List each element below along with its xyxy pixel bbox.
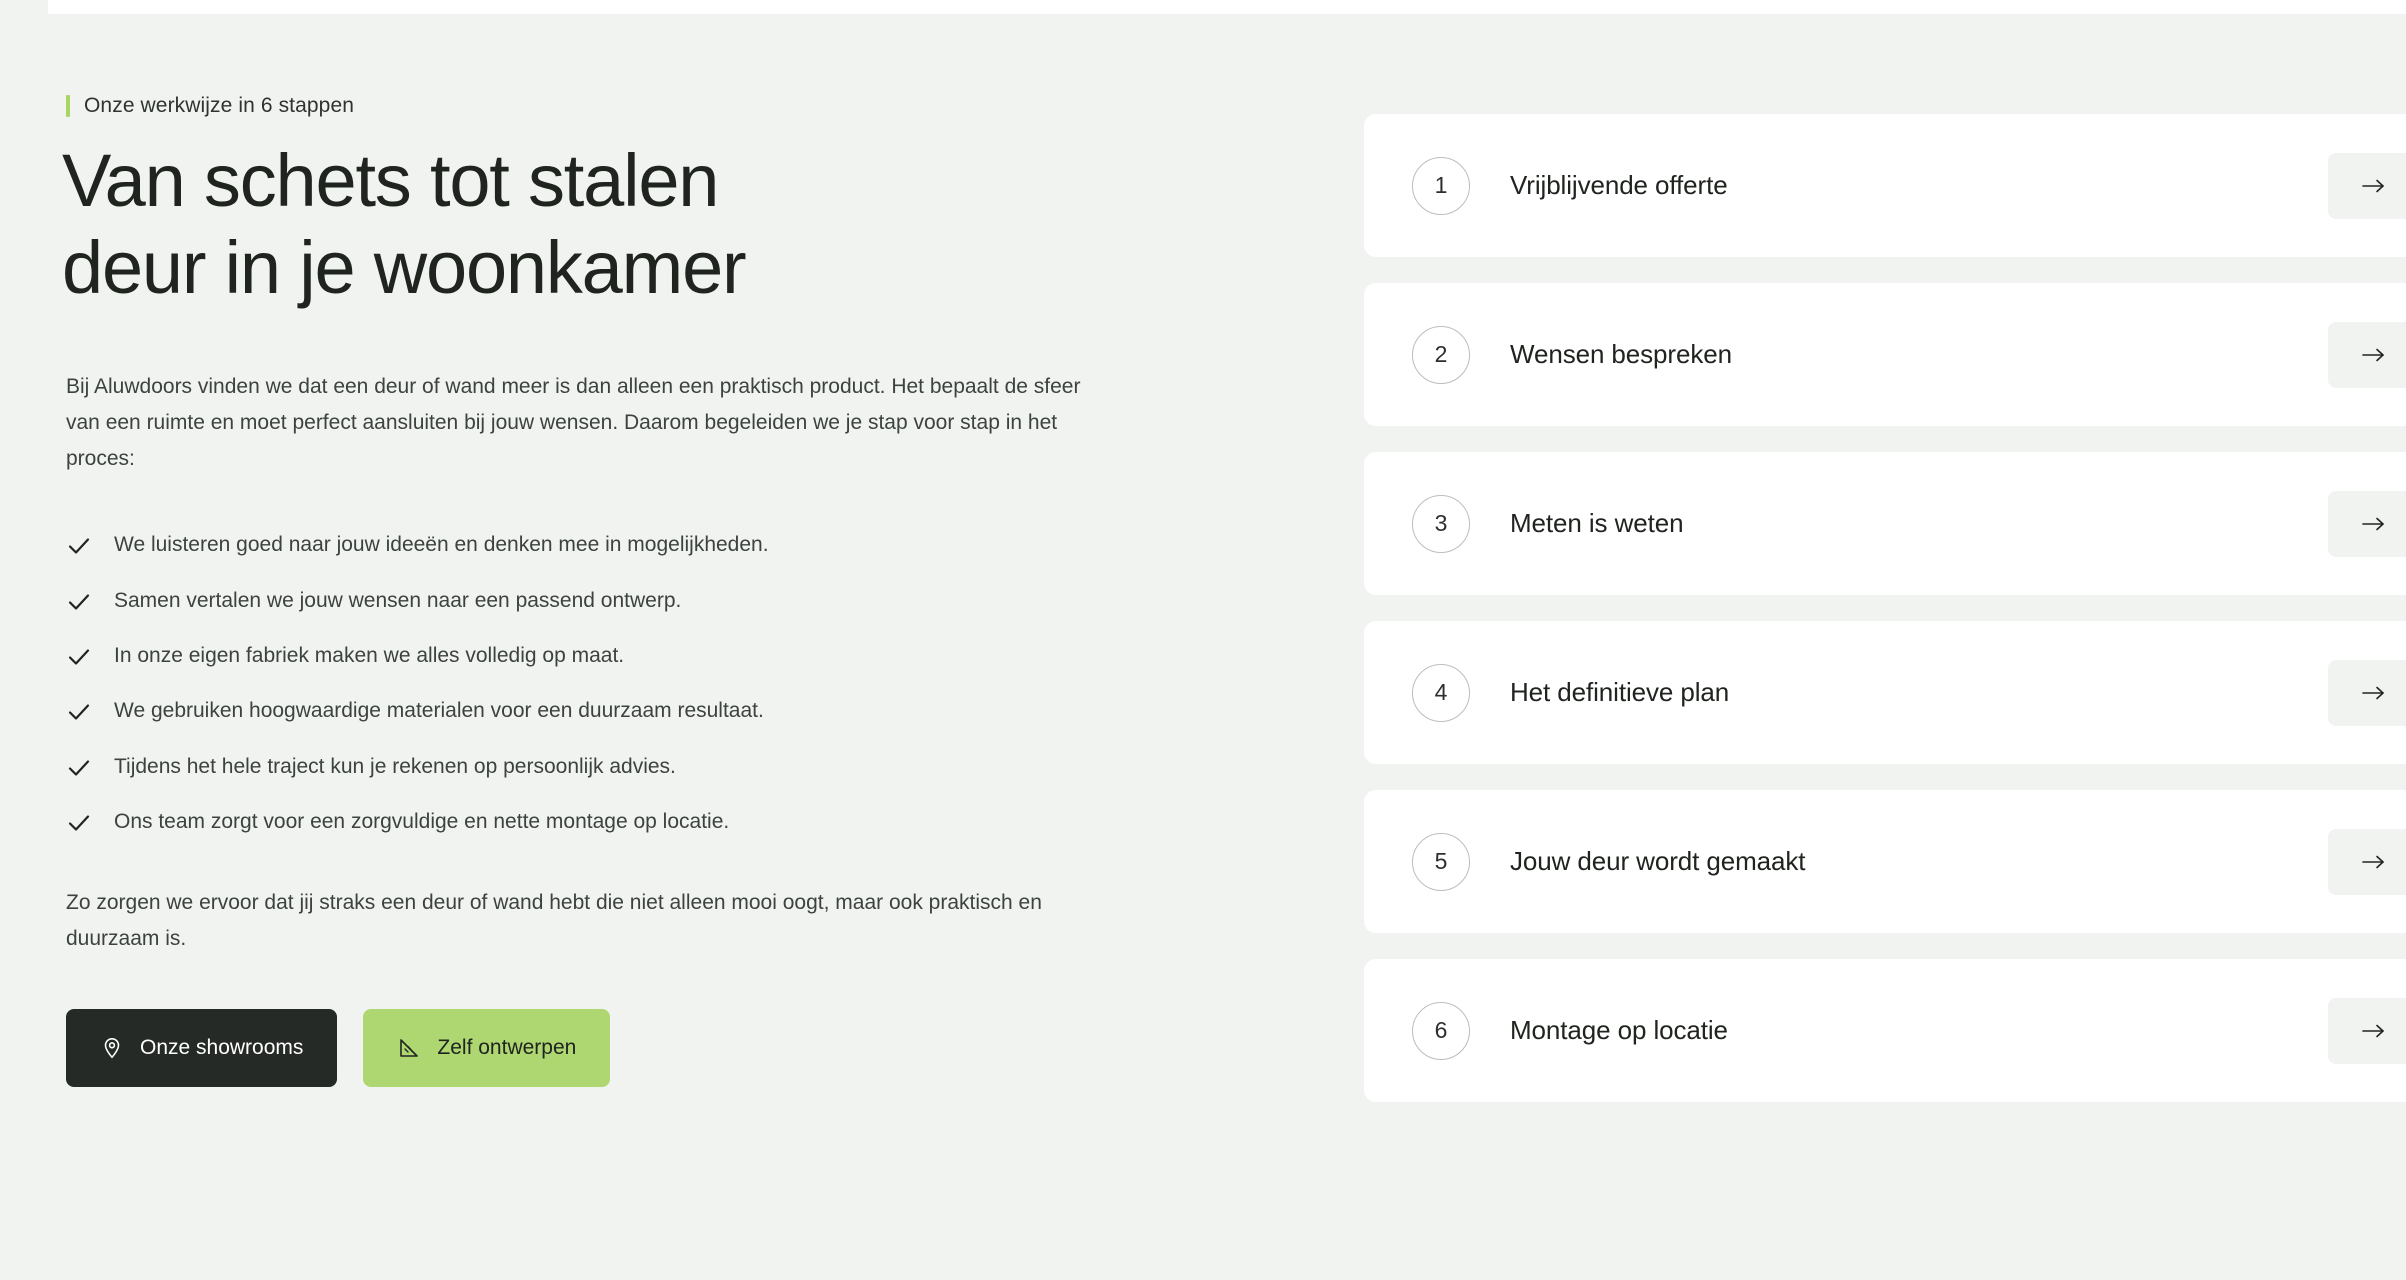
page-title-line-2: deur in je woonkamer [62,225,746,309]
location-pin-icon [100,1036,124,1060]
step-label: Het definitieve plan [1510,677,1730,707]
list-item [66,697,1304,724]
step-number: 5 [1412,833,1470,891]
arrow-right-icon [2359,853,2389,871]
showrooms-button[interactable] [66,1009,337,1087]
arrow-right-icon [2359,177,2389,195]
list-item-label: Ons team zorgt voor een zorgvuldige en nette montage op locatie. [114,809,730,833]
list-item [66,531,1304,558]
list-item-label: We gebruiken hoogwaardige materialen voor een duurzaam resultaat. [114,699,764,723]
design-ruler-icon [397,1036,421,1060]
step-label: Meten is weten [1510,508,1684,538]
page-title [62,138,1304,311]
step-label: Montage op locatie [1510,1015,1728,1045]
step-arrow-button[interactable] [2328,829,2406,895]
step-card-1[interactable] [1364,114,2406,257]
list-item [66,753,1304,780]
list-item-label: Tijdens het hele traject kun je rekenen op persoonlijk advies. [114,754,676,778]
list-item-label: Samen vertalen we jouw wensen naar een passend ontwerp. [114,588,682,612]
eyebrow [66,94,1304,118]
eyebrow-label: Onze werkwijze in 6 stappen [84,94,354,117]
showrooms-button-label: Onze showrooms [140,1036,304,1060]
step-arrow-button[interactable] [2328,660,2406,726]
check-icon [66,754,92,780]
step-card-2[interactable] [1364,283,2406,426]
check-icon [66,809,92,835]
list-item-label: In onze eigen fabriek maken we alles volledig op maat. [114,644,625,668]
step-number: 3 [1412,495,1470,553]
check-icon [66,698,92,724]
eyebrow-accent-bar [66,95,70,117]
step-number: 4 [1412,664,1470,722]
design-button[interactable] [363,1009,610,1087]
step-number: 2 [1412,326,1470,384]
step-number: 6 [1412,1002,1470,1060]
step-arrow-button[interactable] [2328,322,2406,388]
step-label: Wensen bespreken [1510,339,1732,369]
top-strip [0,0,2406,14]
outro-paragraph: Zo zorgen we ervoor dat jij straks een deur of wand hebt die niet alleen mooi oogt, maar ook praktisch en duurzaam is. [66,891,1042,951]
step-label: Jouw deur wordt gemaakt [1510,846,1806,876]
step-arrow-button[interactable] [2328,491,2406,557]
top-strip-left-block [0,0,48,14]
benefits-list [66,531,1304,835]
design-button-label: Zelf ontwerpen [437,1036,577,1060]
page-title-line-1: Van schets tot stalen [62,139,719,222]
intro-paragraph: Bij Aluwdoors vinden we dat een deur of wand meer is dan alleen een praktisch product. Het bepaalt de sfeer van een ruimte en moet perfect aansluiten bij jouw wensen. Daarom begeleiden we je stap voor stap in het proces: [66,375,1081,471]
check-icon [66,532,92,558]
step-arrow-button[interactable] [2328,998,2406,1064]
arrow-right-icon [2359,515,2389,533]
check-icon [66,643,92,669]
list-item-label: We luisteren goed naar jouw ideeën en denken mee in mogelijkheden. [114,533,769,557]
step-card-5[interactable] [1364,790,2406,933]
step-label: Vrijblijvende offerte [1510,170,1728,200]
arrow-right-icon [2359,684,2389,702]
step-card-6[interactable] [1364,959,2406,1102]
list-item [66,808,1304,835]
list-item [66,587,1304,614]
step-arrow-button[interactable] [2328,153,2406,219]
intro-column [64,94,1304,1280]
step-card-3[interactable] [1364,452,2406,595]
step-number: 1 [1412,157,1470,215]
arrow-right-icon [2359,1022,2389,1040]
steps-column [1364,94,2406,1280]
arrow-right-icon [2359,346,2389,364]
cta-button-group [66,1009,1304,1087]
page-content [0,14,2406,1280]
list-item [66,642,1304,669]
step-card-4[interactable] [1364,621,2406,764]
check-icon [66,588,92,614]
